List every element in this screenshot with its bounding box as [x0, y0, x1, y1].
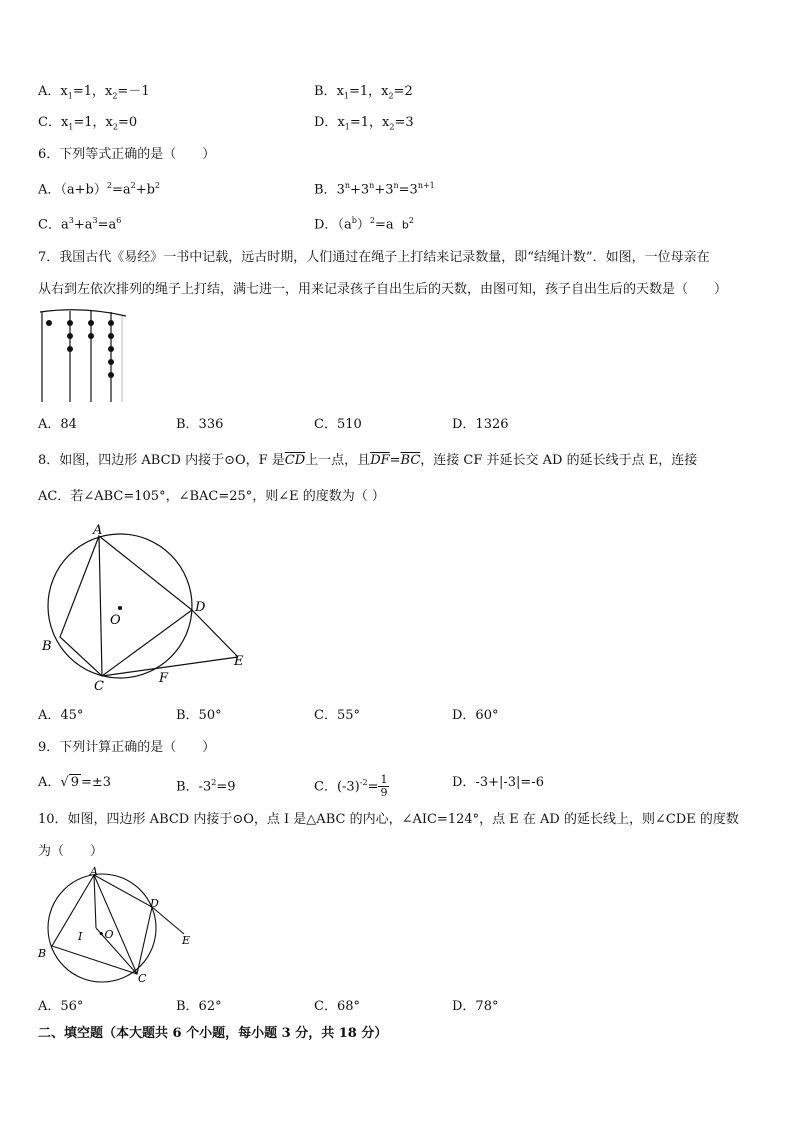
q7-option-b: B．336 [176, 417, 224, 432]
label-d: D [195, 600, 206, 615]
q6-option-d: D．$(a^b)^2=a$ $b^2$ [314, 216, 414, 233]
section-2-heading: 二、填空题（本大题共 6 个小题，每小题 3 分，共 18 分） [38, 1026, 388, 1041]
quadrilateral-abcd [52, 875, 152, 974]
label-b: B [38, 947, 47, 960]
q9-option-d: D．-3+|-3|=-6 [452, 775, 544, 790]
knot [108, 359, 114, 365]
line-de [152, 907, 184, 934]
q7-option-d: D．1326 [452, 417, 509, 432]
q6-stem: 6．下列等式正确的是（ ） [38, 147, 216, 162]
q8-option-d: D．60° [452, 708, 499, 723]
label-e: E [182, 934, 191, 947]
label-d: D [150, 897, 159, 910]
q8-stem-line1: 8．如图，四边形 ABCD 内接于⊙O，F 是$\overline{CD}$上一点，且$\overline{DF}=\overline{BC}$，连接 CF 并延长交 AD 的延长线于点 E，连接 [38, 453, 698, 468]
label-e: E [234, 654, 244, 669]
knot [67, 320, 73, 326]
knot [88, 320, 94, 326]
rope-top-bar [40, 310, 126, 316]
label-o: O [110, 613, 121, 628]
knot [67, 346, 73, 352]
label-o: •O [98, 928, 114, 941]
q9-stem: 9．下列计算正确的是（ ） [38, 740, 216, 755]
q10-stem-line1: 10．如图，四边形 ABCD 内接于⊙O，点 I 是△ABC 的内心，∠AIC=124°，点 E 在 AD 的延长线上，则∠CDE 的度数 [38, 812, 739, 827]
q5-option-c: C．$x_1=1$，$x_2=0$ [38, 115, 138, 132]
q6-option-b: B．$3^n+3^n+3^n=3^{n+1}$ [314, 181, 435, 198]
q5-option-a: A．$x_1=1$，$x_2=-1$ [38, 84, 150, 101]
q7-stem-line2: 从右到左依次排列的绳子上打结，满七进一，用来记录孩子自出生后的天数，由图可知，孩子自出生后的天数是（ ） [38, 282, 728, 297]
label-a: A [93, 523, 103, 538]
knot [108, 320, 114, 326]
q6-option-c: C．$a^3+a^3=a^6$ [38, 216, 122, 233]
q8-option-b: B．50° [176, 708, 222, 723]
q9-option-c: C．$(-3)^{-2}=$ $\frac{1}{9}$ [314, 773, 388, 800]
label-b: B [42, 639, 52, 654]
q7-knot-figure [38, 308, 128, 404]
knot [108, 346, 114, 352]
knot [108, 372, 114, 378]
q10-option-c: C．68° [314, 999, 360, 1014]
line-ac [94, 875, 137, 974]
knot [108, 333, 114, 339]
line-ai [94, 875, 96, 928]
q9-option-b: B．$-3^2=9$ [176, 778, 236, 795]
q7-option-a: A．84 [38, 417, 77, 432]
line-de [192, 610, 238, 657]
q10-option-d: D．78° [452, 999, 499, 1014]
knot [67, 333, 73, 339]
label-f: F [159, 671, 169, 686]
q10-stem-line2: 为（ ） [38, 844, 104, 859]
label-c: C [138, 972, 147, 985]
knot [88, 333, 94, 339]
line-ce [102, 657, 238, 676]
q8-option-a: A．45° [38, 708, 84, 723]
q7-option-c: C．510 [314, 417, 362, 432]
q5-option-d: D．$x_1=1$，$x_2=3$ [314, 115, 414, 132]
q8-stem-line2: AC．若∠ABC=105°，∠BAC=25°，则∠E 的度数为（ ） [38, 489, 385, 504]
label-i: I [78, 930, 83, 943]
q10-geometry-figure [34, 866, 204, 988]
q5-option-b: B．$x_1=1$，$x_2=2$ [314, 84, 413, 101]
q8-geometry-figure [38, 520, 258, 692]
q6-option-a: A．$(a+b)^2=a^2+b^2$ [38, 181, 161, 198]
q10-option-a: A．56° [38, 999, 84, 1014]
knot [46, 320, 52, 326]
q10-option-b: B．62° [176, 999, 222, 1014]
q7-stem-line1: 7．我国古代《易经》一书中记载，远古时期，人们通过在绳子上打结来记录数量，即“结绳计数”．如图，一位母亲在 [38, 250, 710, 265]
center-o [118, 606, 122, 610]
label-c: C [94, 679, 104, 692]
label-a: A [90, 866, 98, 878]
q8-option-c: C．55° [314, 708, 360, 723]
q9-option-a: A．√ 9 =±3 [38, 775, 112, 790]
